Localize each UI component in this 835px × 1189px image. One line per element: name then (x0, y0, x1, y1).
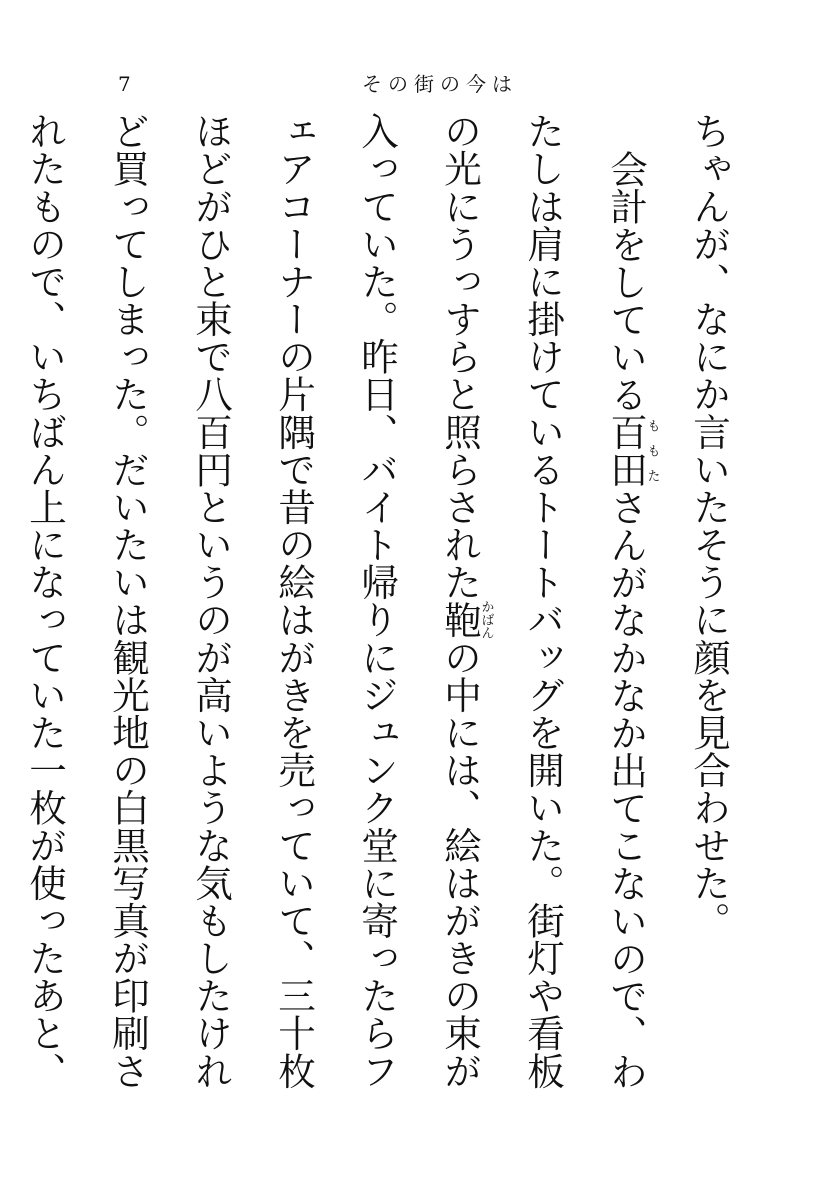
running-title: その街の今は (362, 72, 518, 96)
paragraph-1 (667, 112, 750, 1112)
ruby-reading: かばん (478, 599, 494, 639)
paragraph-1-text: ちゃんが、なにか言いたそうに顔を見合わせた。 (687, 112, 731, 939)
ruby-kaban (438, 599, 494, 639)
text-run: さんがなかなか出てこないので、わたしは肩に掛けているトートバッグを開いた。街灯や看板の光にうっすらと照らされた (438, 112, 648, 1090)
ruby-reading: ももた (644, 412, 660, 488)
text-run: 会計をしている (604, 149, 648, 413)
vertical-body-text (23, 112, 750, 1112)
ruby-momota (604, 412, 660, 488)
text-run: の中には、絵はがきの束が入っていた。昨日、バイト帰りにジュンク堂に寄ったらフェアコーナーの片隅で昔の絵はがきを売っていて、三十枚ほどがひと束で八百円というのが高いような気もしたけれど買ってしまった。だいたいは観光地の白黒写真が印刷されたもので、いちばん上になっていた一枚が使ったあと、 (23, 112, 482, 1090)
paragraph-2 (0, 112, 667, 1112)
ruby-base: 鞄 (438, 599, 482, 639)
page-number: 7 (118, 72, 131, 96)
ruby-base: 百田 (604, 412, 648, 488)
